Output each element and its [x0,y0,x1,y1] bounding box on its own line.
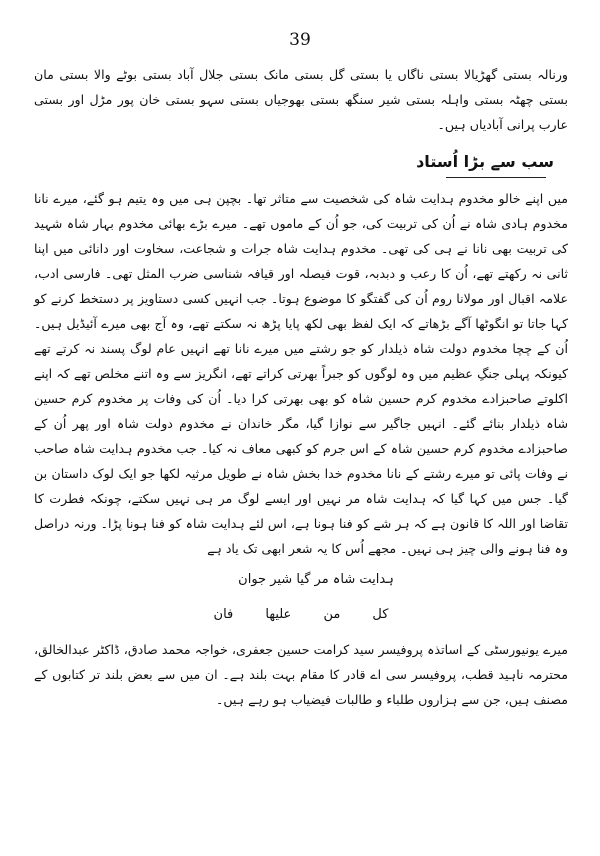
closing-paragraph: میرے یونیورسٹی کے اساتذہ پروفیسر سید کرامت حسین جعفری، خواجہ محمد صادق، ڈاکٹر عبدالخالق، محترمہ ناہید قطب، پروفیسر سی اے قادر کا مقام بہت بلند ہے۔ ان میں سے بعض بلند تر کتابوں کے مصنف ہیں، جن سے ہزاروں طلباء و طالبات فیضیاب ہو رہے ہیں۔ [34,642,568,707]
section-heading [34,149,568,178]
section-heading-text: سب سے بڑا اُستاد [416,152,554,171]
verse-line-1: ہدایت شاہ مر گیا شیر جوان [238,572,394,587]
heading-underline [446,177,546,178]
main-paragraph: میں اپنے خالو مخدوم ہدایت شاہ کی شخصیت سے متاثر تھا۔ بچپن ہی میں وہ یتیم ہو گئے، میرے نانا مخدوم ہادی شاہ نے اُن کی تربیت کی، جو اُن کے ماموں تھے۔ میرے بڑے بھائی مخدوم بہار شاہ شہید کی تربیت بھی نانا نے ہی کی تھی۔ مخدوم ہدایت شاہ جرات و شجاعت، سخاوت اور دانائی میں اپنا ثانی نہ رکھتے تھے، اُن کا رعب و دبدبہ، قوت فیصلہ اور قیافہ شناسی ضرب المثل تھی۔ فارسی ادب، علامہ اقبال اور مولانا روم اُن کی گفتگو کا موضوع ہوتا۔ جب انہیں کسی دستاویز پر دستخط کرنے کو کہا جاتا تو انگوٹھا آگے بڑھاتے کہ ایک لفظ بھی لکھ پایا پڑھ نہ سکتے تھے، وہ آج بھی میرے آئیڈیل ہیں۔ اُن کے چچا مخدوم دولت شاہ ذیلدار کو جو رشتے میں میرے نانا تھے انہیں عام لوگ پسند نہ کرتے تھے کیونکہ پہلی جنگِ عظیم میں وہ لوگوں کو جبراً بھرتی کراتے تھے، انگریز سے وہ اتنے مخلص تھے کہ اپنے اکلوتے صاحبزادے مخدوم کرم حسین شاہ کو بھی بھرتی کرا دیا۔ اُن کی وفات پر مخدوم کرم حسین شاہ ذیلدار بنائے گئے۔ انہیں جاگیر سے نوازا گیا، مگر خاندان نے مخدوم دولت شاہ اور پھر اُن کے صاحبزادے مخدوم کرم حسین شاہ کے اس جرم کو کبھی معاف نہ کیا۔ جب مخدوم ہدایت شاہ صاحب نے وفات پائی تو میرے رشتے کے نانا مخدوم خدا بخش شاہ نے طویل مرثیہ لکھا جو ایک لوک داستان بن گیا۔ جس میں کہا گیا کہ ہدایت شاہ مر نہیں اور ایسے لوگ مر ہی نہیں سکتے، چونکہ فطرت کا تقاضا اور اللہ کا قانون ہے کہ ہر شے کو فنا ہونا ہے، اس لئے ہدایت شاہ کو فنا ہونا پڑا۔ ورنہ دراصل وہ فنا ہونے والی چیز ہی نہیں۔ مجھے اُس کا یہ شعر ابھی تک یاد ہے [34,191,568,556]
intro-paragraph: ورنالہ بستی گھڑیالا بستی ناگاں یا بستی گل بستی مانک بستی جلال آباد بستی بوٹے والا بستی مان بستی چھٹہ بستی واہلہ بستی شیر سنگھ بستی بھوجیاں بستی سہو بستی خان پور مڑل اور بستی عارب پرانی آبادیاں ہیں۔ [34,67,568,132]
page-content [34,62,568,712]
spacer [34,627,568,637]
verse-line-2: کل من علیھا فان [213,607,389,622]
page-number: 39 [289,30,311,50]
